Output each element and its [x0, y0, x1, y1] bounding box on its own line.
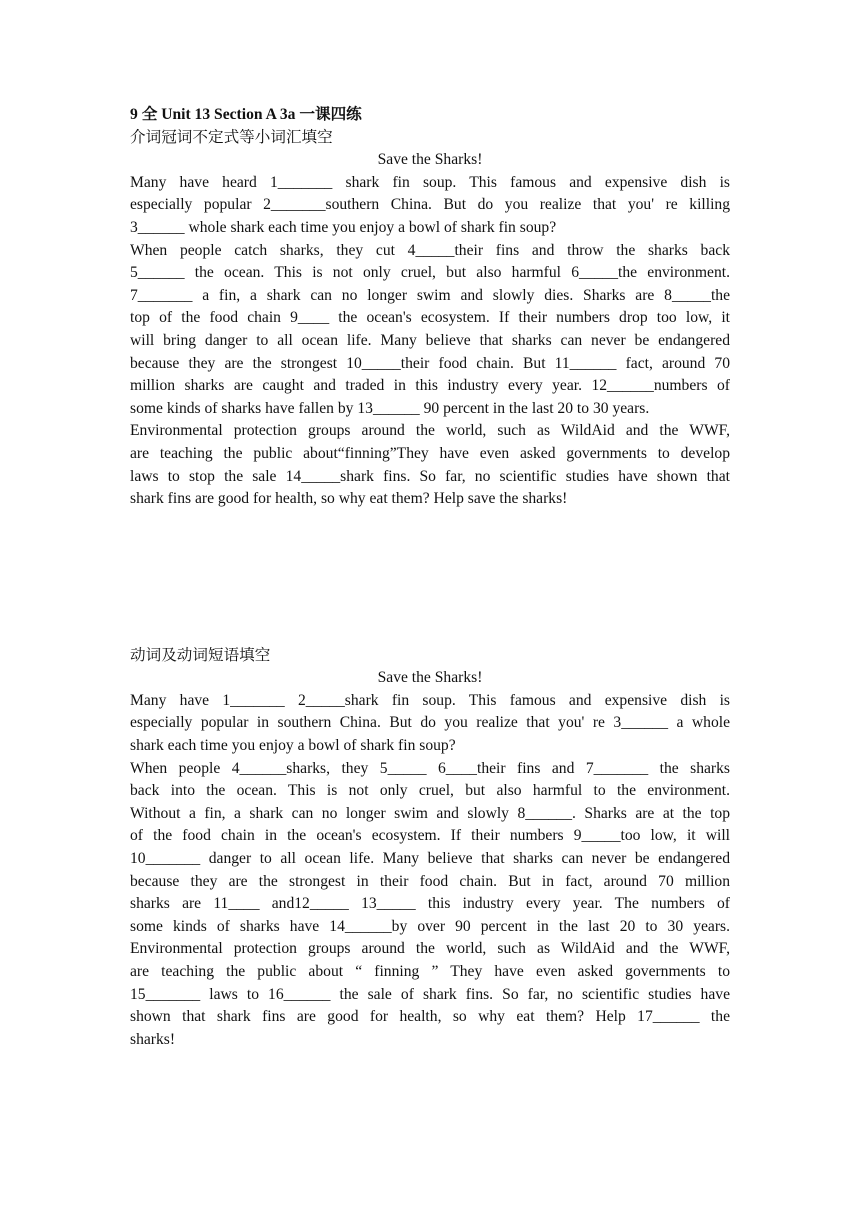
passage-line: back into the ocean. This is not only cruel, but also harmful to the environment. [130, 782, 730, 800]
passage-line: 10_______ danger to all ocean life. Many believe that sharks can never be endangered [130, 850, 730, 868]
passage-line: When people catch sharks, they cut 4_____their fins and throw the sharks back [130, 241, 730, 259]
passage-line: will bring danger to all ocean life. Many believe that sharks can never be endangered [130, 331, 730, 349]
passage-line: million sharks are caught and traded in this industry every year. 12______numbers of [130, 377, 730, 395]
document-title: 9 全 Unit 13 Section A 3a 一课四练 [130, 106, 362, 123]
passage-line: especially popular in southern China. But do you realize that you' re 3______ a whole [130, 714, 730, 732]
passage-line: sharks! [130, 1030, 176, 1048]
passage-line: 5______ the ocean. This is not only cruel, but also harmful 6_____the environment. [130, 264, 730, 282]
passage-line: are teaching the public about“finning”They have even asked governments to develop [130, 444, 730, 462]
passage-line: especially popular 2_______southern China. But do you realize that you' re killing [130, 196, 730, 214]
passage-line: Environmental protection groups around the world, such as WildAid and the WWF, [130, 940, 730, 958]
section-spacer [130, 511, 730, 645]
passage-line: Without a fin, a shark can no longer swim and slowly 8______. Sharks are at the top [130, 804, 730, 822]
passage-line: laws to stop the sale 14_____shark fins. So far, no scientific studies have shown that [130, 467, 730, 485]
part1-heading: 介词冠词不定式等小词汇填空 [130, 128, 333, 146]
part2-passage-title: Save the Sharks! [377, 669, 483, 687]
passage-line: When people 4______sharks, they 5_____ 6____their fins and 7_______ the sharks [130, 759, 730, 777]
part1-passage-title: Save the Sharks! [377, 151, 483, 169]
document-page [130, 104, 730, 1051]
passage-line: Many have 1_______ 2_____shark fin soup. This famous and expensive dish is [130, 691, 730, 709]
passage-line: 7_______ a fin, a shark can no longer swim and slowly dies. Sharks are 8_____the [130, 286, 730, 304]
passage-line: are teaching the public about “ finning ” They have even asked governments to [130, 963, 730, 980]
passage-line: shark fins are good for health, so why eat them? Help save the sharks! [130, 490, 568, 508]
part2-heading: 动词及动词短语填空 [130, 646, 271, 664]
passage-line: 15_______ laws to 16______ the sale of shark fins. So far, no scientific studies have [130, 985, 730, 1003]
passage-line: of the food chain in the ocean's ecosystem. If their numbers 9_____too low, it will [130, 827, 730, 845]
passage-line: because they are the strongest 10_____their food chain. But 11______ fact, around 70 [130, 354, 730, 372]
passage-line: because they are the strongest in their food chain. But in fact, around 70 million [130, 872, 730, 890]
passage-line: Many have heard 1_______ shark fin soup. This famous and expensive dish is [130, 173, 730, 191]
passage-line: shown that shark fins are good for health, so why eat them? Help 17______ the [130, 1008, 730, 1026]
passage-line: some kinds of sharks have fallen by 13______ 90 percent in the last 20 to 30 years. [130, 399, 650, 417]
part2-passage [130, 690, 730, 1052]
passage-line: shark each time you enjoy a bowl of shark fin soup? [130, 737, 456, 755]
passage-line: sharks are 11____ and12_____ 13_____ this industry every year. The numbers of [130, 895, 730, 913]
passage-line: Environmental protection groups around the world, such as WildAid and the WWF, [130, 422, 730, 440]
passage-line: 3______ whole shark each time you enjoy a bowl of shark fin soup? [130, 218, 557, 236]
passage-line: top of the food chain 9____ the ocean's ecosystem. If their numbers drop too low, it [130, 309, 730, 327]
part1-passage [130, 172, 730, 511]
passage-line: some kinds of sharks have 14______by over 90 percent in the last 20 to 30 years. [130, 917, 730, 935]
